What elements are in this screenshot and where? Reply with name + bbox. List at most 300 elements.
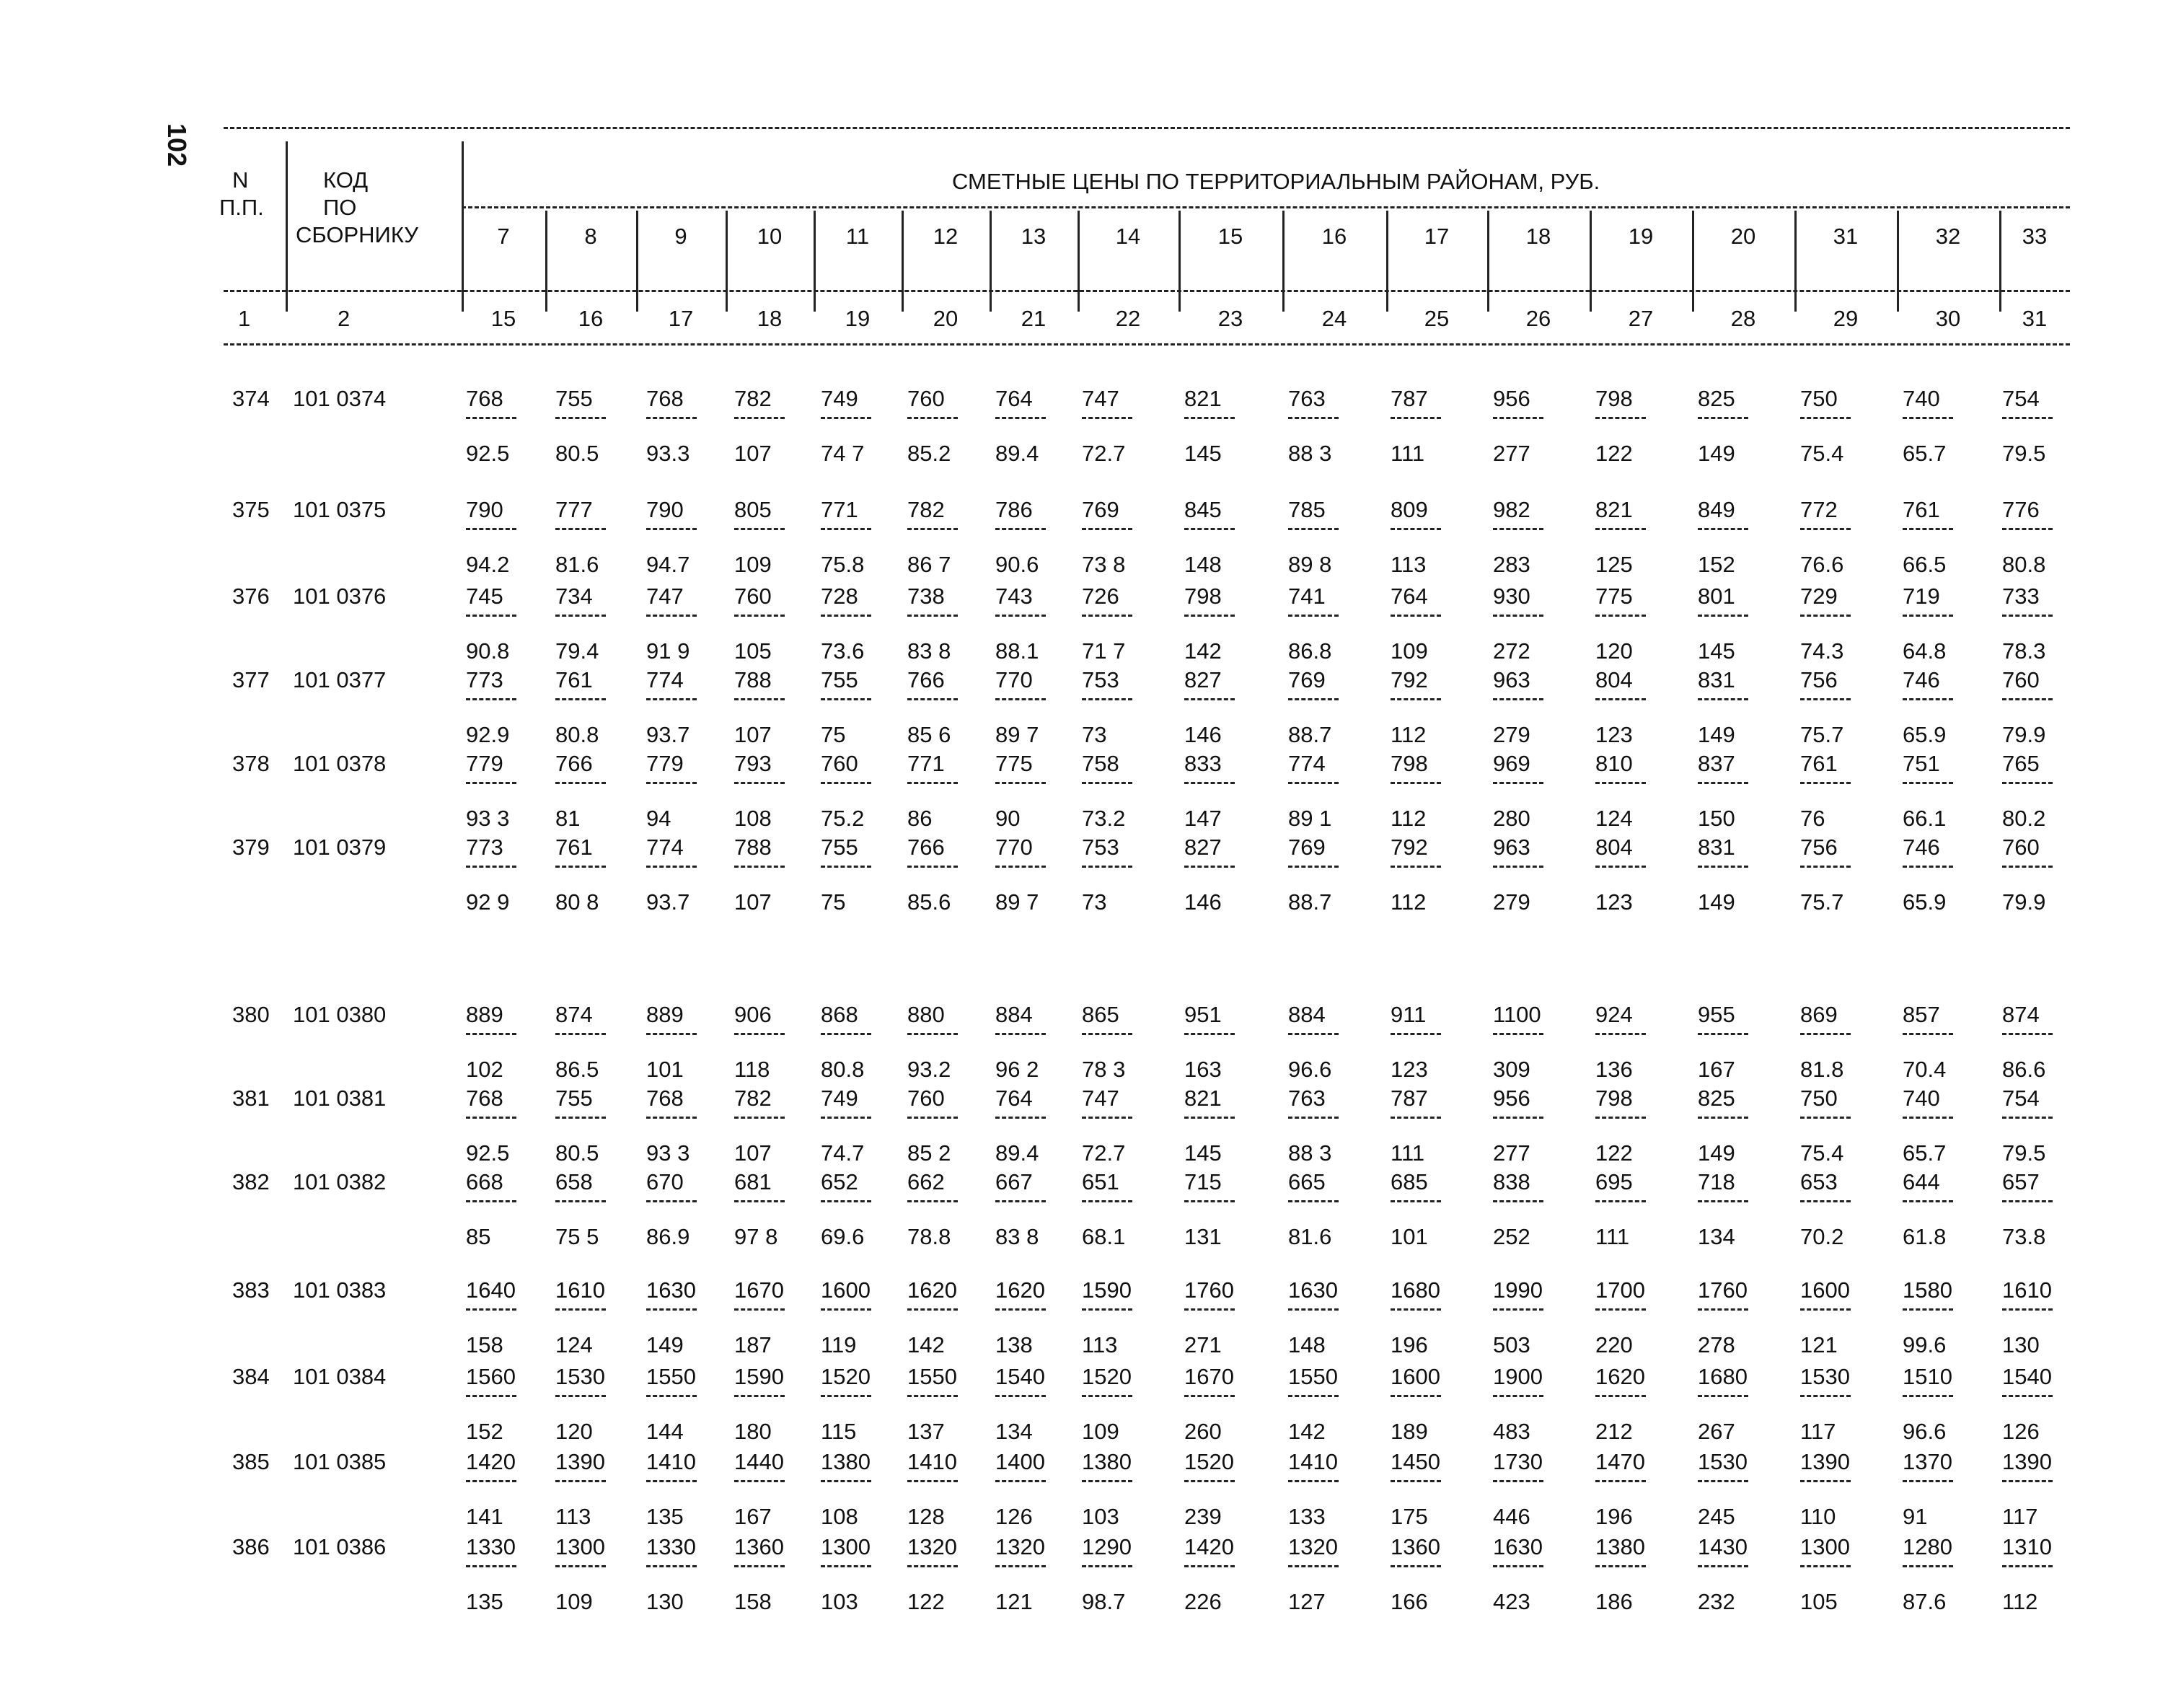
- price-value: 787: [1391, 386, 1428, 411]
- fraction-line: [821, 866, 871, 868]
- price-value: 1680: [1391, 1277, 1440, 1303]
- price-subvalue: 130: [646, 1589, 684, 1614]
- fraction-line: [1082, 866, 1132, 868]
- fraction-line: [907, 528, 958, 530]
- price-subvalue: 80.5: [555, 441, 599, 466]
- price-value: 745: [466, 584, 503, 609]
- price-subvalue: 74.7: [821, 1140, 865, 1166]
- price-subvalue: 122: [1595, 441, 1633, 466]
- price-value: 884: [1288, 1002, 1326, 1027]
- price-value: 779: [646, 751, 684, 776]
- price-value: 1600: [1391, 1364, 1440, 1389]
- region-number: 12: [933, 224, 959, 249]
- price-value: 1380: [1595, 1534, 1645, 1559]
- price-subvalue: 90.6: [995, 552, 1039, 577]
- price-value: 1680: [1698, 1364, 1748, 1389]
- price-subvalue: 65.7: [1903, 1140, 1947, 1166]
- price-value: 911: [1391, 1002, 1427, 1027]
- price-value: 1530: [555, 1364, 605, 1389]
- fraction-line: [2002, 1033, 2053, 1035]
- price-subvalue: 103: [821, 1589, 858, 1614]
- price-subvalue: 135: [646, 1504, 684, 1529]
- price-value: 827: [1184, 667, 1222, 692]
- fraction-line: [1082, 1395, 1132, 1397]
- index-number: 19: [845, 306, 871, 331]
- fraction-line: [646, 782, 697, 784]
- row-code: 101 0382: [293, 1169, 387, 1194]
- price-value: 773: [466, 835, 503, 860]
- price-value: 805: [734, 497, 772, 522]
- price-value: 798: [1595, 386, 1633, 411]
- fraction-line: [821, 1033, 871, 1035]
- price-value: 1990: [1493, 1277, 1543, 1303]
- fraction-line: [2002, 1308, 2053, 1311]
- price-value: 1540: [2002, 1364, 2052, 1389]
- row-number: 379: [232, 835, 270, 860]
- price-value: 1530: [1800, 1364, 1850, 1389]
- fraction-line: [995, 782, 1046, 784]
- fraction-line: [1698, 1033, 1748, 1035]
- fraction-line: [555, 1565, 606, 1567]
- fraction-line: [1082, 528, 1132, 530]
- price-value: 825: [1698, 386, 1735, 411]
- price-subvalue: 88 3: [1288, 1140, 1332, 1166]
- price-value: 771: [907, 751, 945, 776]
- price-subvalue: 226: [1184, 1589, 1222, 1614]
- price-value: 801: [1698, 584, 1735, 609]
- price-subvalue: 92.9: [466, 722, 510, 747]
- price-value: 750: [1800, 386, 1838, 411]
- fraction-line: [1391, 1565, 1441, 1567]
- fraction-line: [1288, 417, 1339, 419]
- index-number: 21: [1021, 306, 1047, 331]
- price-subvalue: 122: [1595, 1140, 1633, 1166]
- fraction-line: [1595, 1033, 1646, 1035]
- price-value: 837: [1698, 751, 1735, 776]
- price-value: 1540: [995, 1364, 1045, 1389]
- fraction-line: [1800, 782, 1851, 784]
- fraction-line: [907, 1033, 958, 1035]
- price-subvalue: 85 6: [907, 722, 951, 747]
- price-value: 750: [1800, 1086, 1838, 1111]
- price-subvalue: 423: [1493, 1589, 1530, 1614]
- price-value: 1520: [1184, 1449, 1234, 1474]
- price-value: 753: [1082, 667, 1119, 692]
- price-value: 747: [1082, 386, 1119, 411]
- price-subvalue: 75.7: [1800, 889, 1844, 915]
- fraction-line: [1903, 417, 1953, 419]
- fraction-line: [1800, 1565, 1851, 1567]
- fraction-line: [1184, 528, 1235, 530]
- fraction-line: [995, 1395, 1046, 1397]
- price-subvalue: 103: [1082, 1504, 1119, 1529]
- price-value: 798: [1184, 584, 1222, 609]
- price-subvalue: 86: [907, 806, 933, 831]
- region-divider: [1590, 211, 1592, 312]
- fraction-line: [1698, 1200, 1748, 1202]
- price-subvalue: 101: [646, 1057, 684, 1082]
- region-number: 9: [674, 224, 687, 249]
- region-divider: [1999, 211, 2001, 312]
- price-subvalue: 80.8: [821, 1057, 865, 1082]
- price-value: 766: [907, 667, 945, 692]
- fraction-line: [466, 1395, 516, 1397]
- price-value: 1670: [1184, 1364, 1234, 1389]
- price-subvalue: 79.5: [2002, 1140, 2046, 1166]
- price-value: 754: [2002, 386, 2040, 411]
- price-value: 1100: [1493, 1002, 1541, 1027]
- price-value: 868: [821, 1002, 858, 1027]
- price-subvalue: 81: [555, 806, 581, 831]
- price-value: 1630: [1493, 1534, 1543, 1559]
- index-number: 24: [1321, 306, 1347, 331]
- region-divider: [1487, 211, 1489, 312]
- fraction-line: [555, 782, 606, 784]
- price-subvalue: 115: [821, 1419, 857, 1444]
- price-subvalue: 80 8: [555, 889, 599, 915]
- fraction-line: [1391, 782, 1441, 784]
- fraction-line: [821, 615, 871, 617]
- fraction-line: [466, 528, 516, 530]
- fraction-line: [821, 1480, 871, 1482]
- header-n-label: N: [232, 167, 249, 193]
- price-subvalue: 123: [1595, 889, 1633, 915]
- price-value: 951: [1184, 1002, 1222, 1027]
- fraction-line: [1184, 1565, 1235, 1567]
- price-value: 1320: [995, 1534, 1045, 1559]
- fraction-line: [1595, 1395, 1646, 1397]
- price-subvalue: 189: [1391, 1419, 1428, 1444]
- price-value: 776: [2002, 497, 2040, 522]
- price-subvalue: 90: [995, 806, 1021, 831]
- price-subvalue: 149: [1698, 441, 1735, 466]
- region-number: 14: [1115, 224, 1141, 249]
- price-subvalue: 86 7: [907, 552, 951, 577]
- price-subvalue: 72.7: [1082, 441, 1126, 466]
- fraction-line: [1698, 698, 1748, 700]
- price-value: 1430: [1698, 1534, 1748, 1559]
- fraction-line: [466, 1200, 516, 1202]
- price-subvalue: 89.4: [995, 1140, 1039, 1166]
- fraction-line: [1800, 1200, 1851, 1202]
- price-subvalue: 97 8: [734, 1224, 778, 1249]
- fraction-line: [1698, 866, 1748, 868]
- fraction-line: [995, 615, 1046, 617]
- fraction-line: [466, 417, 516, 419]
- price-subvalue: 80.8: [2002, 552, 2046, 577]
- price-subvalue: 80.2: [2002, 806, 2046, 831]
- row-code: 101 0379: [293, 835, 387, 860]
- fraction-line: [2002, 782, 2053, 784]
- price-subvalue: 83 8: [907, 638, 951, 664]
- row-number: 376: [232, 584, 270, 609]
- price-subvalue: 163: [1184, 1057, 1222, 1082]
- row-number: 382: [232, 1169, 270, 1194]
- fraction-line: [1800, 698, 1851, 700]
- price-value: 644: [1903, 1169, 1940, 1194]
- header-po-label: ПО: [323, 195, 357, 220]
- price-subvalue: 74.3: [1800, 638, 1844, 664]
- price-value: 1320: [907, 1534, 957, 1559]
- fraction-line: [1903, 1395, 1953, 1397]
- region-divider: [1178, 211, 1181, 312]
- price-value: 652: [821, 1169, 858, 1194]
- price-value: 774: [1288, 751, 1326, 776]
- price-subvalue: 92.5: [466, 1140, 510, 1166]
- header-pp-label: П.П.: [219, 195, 264, 220]
- price-value: 657: [2002, 1169, 2040, 1194]
- price-subvalue: 147: [1184, 806, 1222, 831]
- price-value: 1300: [555, 1534, 605, 1559]
- header-separator-rule: [224, 290, 2070, 292]
- row-code: 101 0384: [293, 1364, 387, 1389]
- fraction-line: [1493, 1200, 1543, 1202]
- fraction-line: [646, 528, 697, 530]
- fraction-line: [1595, 782, 1646, 784]
- fraction-line: [1595, 866, 1646, 868]
- price-value: 1620: [907, 1277, 957, 1303]
- fraction-line: [995, 417, 1046, 419]
- fraction-line: [555, 528, 606, 530]
- price-value: 774: [646, 667, 684, 692]
- region-number: 7: [497, 224, 510, 249]
- price-value: 777: [555, 497, 593, 522]
- price-subvalue: 65.7: [1903, 441, 1947, 466]
- price-subvalue: 280: [1493, 806, 1530, 831]
- row-code: 101 0380: [293, 1002, 387, 1027]
- price-subvalue: 272: [1493, 638, 1530, 664]
- price-value: 770: [995, 835, 1033, 860]
- price-subvalue: 80.5: [555, 1140, 599, 1166]
- fraction-line: [555, 1308, 606, 1311]
- price-subvalue: 79.5: [2002, 441, 2046, 466]
- price-subvalue: 87.6: [1903, 1589, 1947, 1614]
- price-subvalue: 94.7: [646, 552, 690, 577]
- price-subvalue: 85: [466, 1224, 491, 1249]
- price-value: 833: [1184, 751, 1222, 776]
- price-subvalue: 149: [1698, 889, 1735, 915]
- price-value: 746: [1903, 667, 1940, 692]
- price-value: 760: [907, 386, 945, 411]
- region-divider: [1897, 211, 1899, 312]
- price-value: 821: [1184, 386, 1222, 411]
- price-value: 769: [1288, 667, 1326, 692]
- index-number: 20: [933, 306, 959, 331]
- price-value: 1320: [1288, 1534, 1338, 1559]
- price-value: 787: [1391, 1086, 1428, 1111]
- price-value: 670: [646, 1169, 684, 1194]
- price-subvalue: 142: [1288, 1419, 1326, 1444]
- price-value: 764: [995, 386, 1033, 411]
- price-subvalue: 93.7: [646, 722, 690, 747]
- fraction-line: [1184, 1117, 1235, 1119]
- fraction-line: [1082, 417, 1132, 419]
- fraction-line: [646, 1480, 697, 1482]
- price-value: 825: [1698, 1086, 1735, 1111]
- price-value: 1360: [1391, 1534, 1440, 1559]
- price-value: 760: [2002, 835, 2040, 860]
- price-subvalue: 483: [1493, 1419, 1530, 1444]
- price-value: 1410: [646, 1449, 696, 1474]
- price-value: 764: [995, 1086, 1033, 1111]
- price-value: 755: [555, 386, 593, 411]
- price-subvalue: 105: [1800, 1589, 1838, 1614]
- price-subvalue: 127: [1288, 1589, 1326, 1614]
- fraction-line: [1184, 782, 1235, 784]
- price-subvalue: 70.2: [1800, 1224, 1844, 1249]
- price-subvalue: 446: [1493, 1504, 1530, 1529]
- fraction-line: [1391, 1395, 1441, 1397]
- price-subvalue: 89 7: [995, 889, 1039, 915]
- price-subvalue: 167: [734, 1504, 772, 1529]
- price-subvalue: 75: [821, 889, 846, 915]
- price-subvalue: 144: [646, 1419, 684, 1444]
- price-subvalue: 96.6: [1903, 1419, 1947, 1444]
- fraction-line: [1903, 615, 1953, 617]
- fraction-line: [1391, 1480, 1441, 1482]
- price-value: 849: [1698, 497, 1735, 522]
- row-number: 378: [232, 751, 270, 776]
- price-subvalue: 93 3: [466, 806, 510, 831]
- price-value: 827: [1184, 835, 1222, 860]
- price-value: 768: [466, 1086, 503, 1111]
- fraction-line: [1184, 1308, 1235, 1311]
- fraction-line: [1800, 1395, 1851, 1397]
- price-value: 804: [1595, 667, 1633, 692]
- price-value: 804: [1595, 835, 1633, 860]
- region-number: 15: [1217, 224, 1243, 249]
- price-value: 1300: [821, 1534, 871, 1559]
- fraction-line: [2002, 615, 2053, 617]
- fraction-line: [1903, 1200, 1953, 1202]
- fraction-line: [1184, 1033, 1235, 1035]
- price-subvalue: 260: [1184, 1419, 1222, 1444]
- price-subvalue: 73: [1082, 889, 1107, 915]
- region-divider: [1692, 211, 1694, 312]
- price-value: 1610: [555, 1277, 605, 1303]
- fraction-line: [555, 866, 606, 868]
- price-value: 755: [821, 667, 858, 692]
- row-number: 374: [232, 386, 270, 411]
- fraction-line: [646, 1308, 697, 1311]
- fraction-line: [2002, 1117, 2053, 1119]
- price-subvalue: 94.2: [466, 552, 510, 577]
- fraction-line: [1595, 528, 1646, 530]
- price-subvalue: 232: [1698, 1589, 1735, 1614]
- fraction-line: [646, 1200, 697, 1202]
- price-value: 1400: [995, 1449, 1045, 1474]
- price-subvalue: 135: [466, 1589, 503, 1614]
- price-subvalue: 79.9: [2002, 722, 2046, 747]
- price-subvalue: 91 9: [646, 638, 690, 664]
- fraction-line: [734, 1480, 785, 1482]
- fraction-line: [821, 1308, 871, 1311]
- price-subvalue: 279: [1493, 889, 1530, 915]
- fraction-line: [1698, 615, 1748, 617]
- price-value: 865: [1082, 1002, 1119, 1027]
- fraction-line: [1595, 1308, 1646, 1311]
- fraction-line: [1391, 528, 1441, 530]
- price-value: 1560: [466, 1364, 516, 1389]
- index-number: 16: [578, 306, 604, 331]
- price-value: 889: [646, 1002, 684, 1027]
- fraction-line: [555, 1200, 606, 1202]
- price-value: 734: [555, 584, 593, 609]
- index-number: 28: [1730, 306, 1756, 331]
- price-subvalue: 137: [907, 1419, 945, 1444]
- price-value: 760: [734, 584, 772, 609]
- fraction-line: [907, 1200, 958, 1202]
- fraction-line: [1082, 698, 1132, 700]
- fraction-line: [1698, 528, 1748, 530]
- price-subvalue: 252: [1493, 1224, 1530, 1249]
- price-subvalue: 271: [1184, 1332, 1222, 1357]
- price-subvalue: 93.2: [907, 1057, 951, 1082]
- price-value: 719: [1903, 584, 1940, 609]
- price-subvalue: 133: [1288, 1504, 1326, 1529]
- price-value: 1410: [1288, 1449, 1338, 1474]
- price-subvalue: 86.8: [1288, 638, 1332, 664]
- fraction-line: [1288, 782, 1339, 784]
- row-code: 101 0377: [293, 667, 387, 692]
- price-value: 1300: [1800, 1534, 1850, 1559]
- fraction-line: [821, 417, 871, 419]
- fraction-line: [734, 1117, 785, 1119]
- fraction-line: [907, 1395, 958, 1397]
- price-value: 747: [646, 584, 684, 609]
- price-subvalue: 64.8: [1903, 638, 1947, 664]
- price-value: 1620: [995, 1277, 1045, 1303]
- row-number: 377: [232, 667, 270, 692]
- price-value: 1370: [1903, 1449, 1952, 1474]
- fraction-line: [1082, 1033, 1132, 1035]
- price-subvalue: 79.4: [555, 638, 599, 664]
- index-number: 25: [1424, 306, 1450, 331]
- price-value: 753: [1082, 835, 1119, 860]
- price-subvalue: 88.7: [1288, 889, 1332, 915]
- price-subvalue: 111: [1595, 1224, 1630, 1249]
- header-divider-n: [286, 141, 288, 312]
- index-number: 30: [1935, 306, 1961, 331]
- fraction-line: [1493, 1480, 1543, 1482]
- price-subvalue: 180: [734, 1419, 772, 1444]
- price-value: 1700: [1595, 1277, 1645, 1303]
- price-value: 658: [555, 1169, 593, 1194]
- fraction-line: [734, 1565, 785, 1567]
- price-subvalue: 125: [1595, 552, 1633, 577]
- price-value: 761: [1903, 497, 1940, 522]
- price-subvalue: 145: [1698, 638, 1735, 664]
- price-value: 761: [555, 667, 593, 692]
- header-index-1: 1: [238, 306, 251, 331]
- price-subvalue: 93.3: [646, 441, 690, 466]
- price-subvalue: 107: [734, 889, 772, 915]
- price-value: 765: [2002, 751, 2040, 776]
- price-subvalue: 158: [466, 1332, 503, 1357]
- price-value: 729: [1800, 584, 1838, 609]
- price-value: 1390: [555, 1449, 605, 1474]
- fraction-line: [1184, 866, 1235, 868]
- price-subvalue: 109: [555, 1589, 593, 1614]
- header-top-rule: [224, 127, 2070, 129]
- price-value: 798: [1391, 751, 1428, 776]
- price-subvalue: 83 8: [995, 1224, 1039, 1249]
- price-value: 792: [1391, 835, 1428, 860]
- price-value: 845: [1184, 497, 1222, 522]
- price-subvalue: 112: [1391, 889, 1427, 915]
- fraction-line: [555, 615, 606, 617]
- price-subvalue: 75 5: [555, 1224, 599, 1249]
